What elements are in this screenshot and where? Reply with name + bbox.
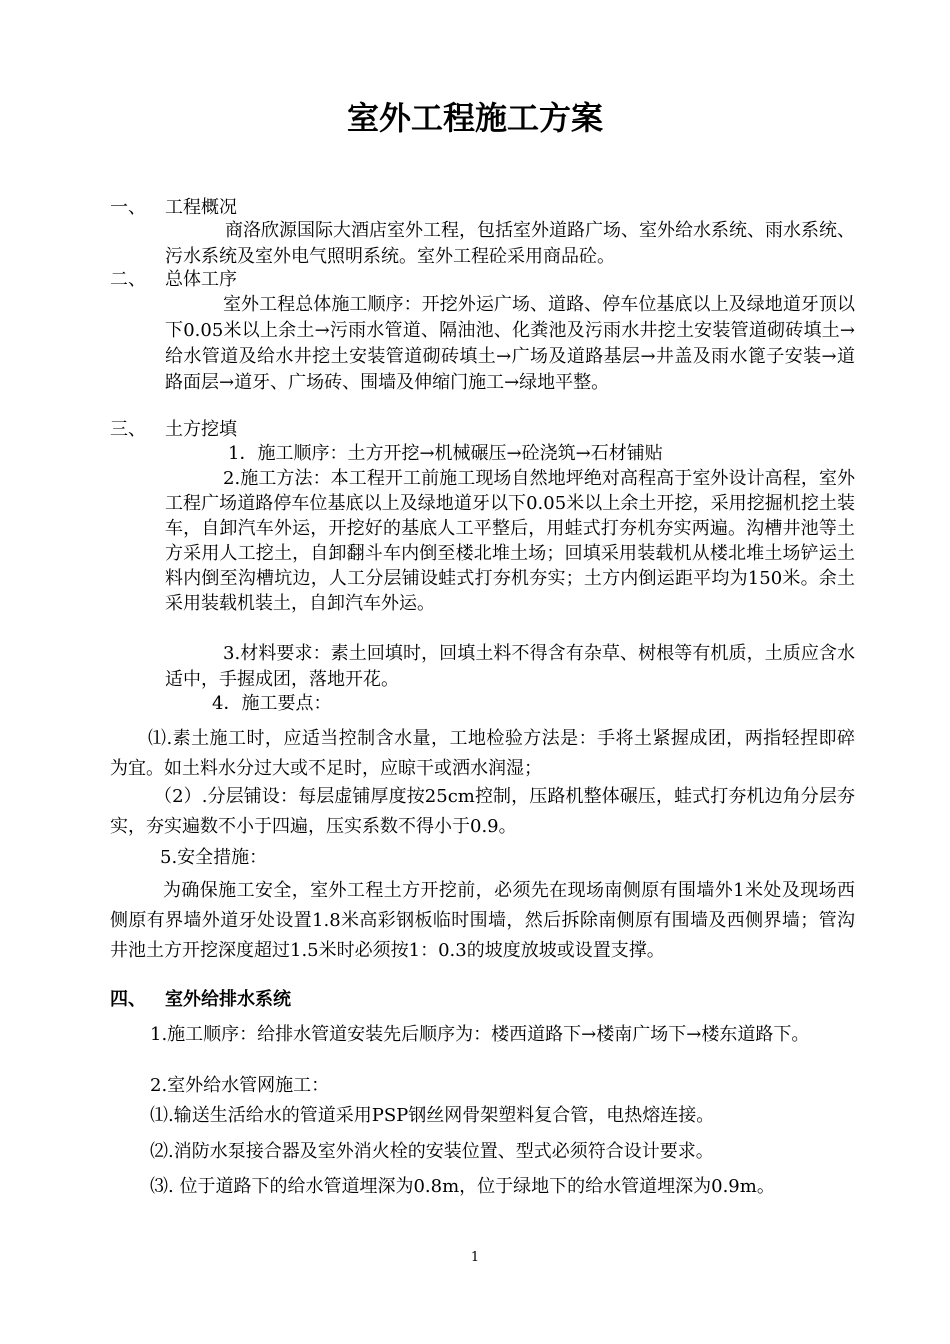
section-2-title: 总体工序 — [165, 269, 237, 290]
section-4-point-1: ⑴.输送生活给水的管道采用PSP钢丝网骨架塑料复合管，电热熔连接。 — [150, 1105, 715, 1126]
section-3-item-2: 2.施工方法：本工程开工前施工现场自然地坪绝对高程高于室外设计高程，室外工程广场道路停车位基底以上及绿地道牙以下0.05米以上余土开挖，采用挖掘机挖土装车，自卸汽车外运，开挖好的基底人工平整后，用蛙式打夯机夯实两遍。沟槽井池等土方采用人工挖土，自卸翻斗车内倒至楼北堆土场；回填采用装载机从楼北堆土场铲运土料内倒至沟槽坑边，人工分层铺设蛙式打夯机夯实；土方内倒运距平均为150米。余土采用装载机装土，自卸汽车外运。 — [165, 468, 855, 614]
section-2-text: 室外工程总体施工顺序：开挖外运广场、道路、停车位基底以上及绿地道牙顶以下0.05米以上余土→污雨水管道、隔油池、化粪池及污雨水井挖土安装管道砌砖填土→给水管道及给水井挖土安装管道砌砖填土→广场及道路基层→井盖及雨水篦子安装→道路面层→道牙、广场砖、围墙及伸缩门施工→绿地平整。 — [165, 294, 855, 393]
section-3-item-4: 4．施工要点： — [212, 693, 332, 714]
section-4-point-3: ⑶. 位于道路下的给水管道埋深为0.8m，位于绿地下的给水管道埋深为0.9m。 — [150, 1176, 775, 1197]
section-1-number: 一、 — [110, 197, 146, 218]
section-4-point-2: ⑵.消防水泵接合器及室外消火栓的安装位置、型式必须符合设计要求。 — [150, 1141, 714, 1162]
section-4-item-2: 2.室外给水管网施工： — [150, 1075, 330, 1096]
section-3-point-2: （2）.分层铺设：每层虚铺厚度按25cm控制，压路机整体碾压，蛙式打夯机边角分层夯实，夯实遍数不小于四遍，压实系数不得小于0.9。 — [110, 786, 855, 837]
section-3-item-5: 5.安全措施： — [160, 847, 268, 868]
section-3-point-1: ⑴.素土施工时，应适当控制含水量，工地检验方法是：手将土紧握成团，两指轻捏即碎为宜。如土料水分过大或不足时，应晾干或洒水润湿； — [110, 728, 855, 779]
section-1-title: 工程概况 — [165, 197, 237, 218]
page-number: 1 — [470, 1250, 480, 1265]
section-3-item-1: 1．施工顺序：土方开挖→机械碾压→砼浇筑→石材铺贴 — [228, 443, 663, 464]
section-3-item-3: 3.材料要求：素土回填时，回填土料不得含有杂草、树根等有机质，土质应含水适中，手握成团，落地开花。 — [165, 643, 855, 690]
section-4-title: 室外给排水系统 — [165, 989, 291, 1010]
section-2-number: 二、 — [110, 269, 146, 290]
section-3-title: 土方挖填 — [165, 419, 237, 440]
page-title: 室外工程施工方案 — [346, 99, 603, 137]
section-1-text: 商洛欣源国际大酒店室外工程，包括室外道路广场、室外给水系统、雨水系统、污水系统及室外电气照明系统。室外工程砼采用商品砼。 — [165, 220, 855, 267]
section-4-item-1: 1.施工顺序：给排水管道安装先后顺序为：楼西道路下→楼南广场下→楼东道路下。 — [150, 1024, 810, 1045]
section-3-safety: 为确保施工安全，室外工程土方开挖前，必须先在现场南侧原有围墙外1米处及现场西侧原有界墙外道牙处设置1.8米高彩钢板临时围墙，然后拆除南侧原有围墙及西侧界墙；管沟井池土方开挖深度超过1.5米时必须按1：0.3的坡度放坡或设置支撑。 — [110, 880, 855, 961]
section-3-number: 三、 — [110, 419, 146, 440]
section-4-number: 四、 — [110, 989, 146, 1010]
